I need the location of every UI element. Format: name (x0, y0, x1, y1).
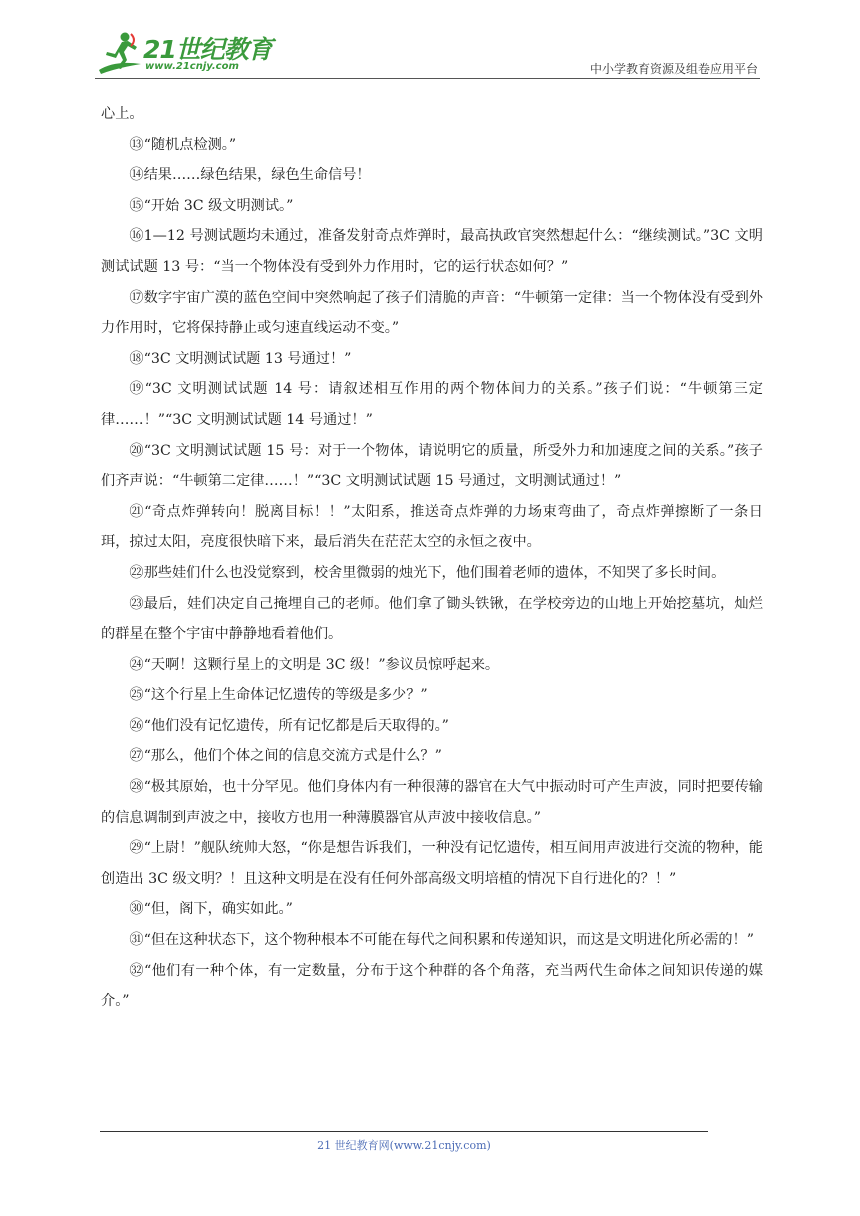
paragraph: ㉑“奇点炸弹转向！脱离目标！！”太阳系，推送奇点炸弹的力场束弯曲了，奇点炸弹擦断了一条日珥，掠过太阳，亮度很快暗下来，最后消失在茫茫太空的永恒之夜中。 (101, 503, 763, 551)
paragraph: ⑮“开始 3C 级文明测试。” (129, 197, 294, 214)
page-header (95, 28, 760, 80)
article-body (101, 99, 763, 1017)
logo-url: www.21cnjy.com (145, 61, 239, 72)
page-footer[interactable]: 21 世纪教育网(www.21cnjy.com) (317, 1139, 491, 1152)
paragraph: ⑭结果……绿色结果，绿色生命信号！ (129, 167, 371, 184)
paragraph: ⑰数字宇宙广漠的蓝色空间中突然响起了孩子们清脆的声音：“牛顿第一定律：当一个物体没有受到外力作用时，它将保持静止或匀速直线运动不变。” (101, 289, 763, 337)
paragraph: ⑱“3C 文明测试试题 13 号通过！” (129, 350, 352, 367)
paragraph: ⑲“3C 文明测试试题 14 号：请叙述相互作用的两个物体间力的关系。”孩子们说：“牛顿第三定律……！”“3C 文明测试试题 14 号通过！” (101, 381, 763, 428)
logo-text: 21世纪教育 (143, 35, 272, 64)
site-logo (95, 30, 270, 76)
paragraph: ㉛“但在这种状态下，这个物种根本不可能在每代之间积累和传递知识，而这是文明进化所必需的！” (129, 932, 754, 949)
paragraph: ㉜“他们有一种个体，有一定数量，分布于这个种群的各个角落，充当两代生命体之间知识传递的媒介。” (101, 962, 763, 1010)
paragraph: ㉔“天啊！这颗行星上的文明是 3C 级！”参议员惊呼起来。 (129, 656, 500, 673)
platform-title: 中小学教育资源及组卷应用平台 (589, 62, 758, 76)
paragraph: ㉚“但，阁下，确实如此。” (129, 901, 293, 918)
paragraph: 心上。 (101, 106, 144, 122)
paragraph: ㉖“他们没有记忆遗传，所有记忆都是后天取得的。” (129, 717, 449, 734)
paragraph: ㉘“极其原始，也十分罕见。他们身体内有一种很薄的器官在大气中振动时可产生声波，同时把要传输的信息调制到声波之中，接收方也用一种薄膜器官从声波中接收信息。” (101, 779, 763, 826)
paragraph: ㉓最后，娃们决定自己掩埋自己的老师。他们拿了锄头铁锹，在学校旁边的山地上开始挖墓坑，灿烂的群星在整个宇宙中静静地看着他们。 (101, 595, 763, 643)
paragraph: ⑬“随机点检测。” (129, 136, 237, 153)
paragraph: ㉕“这个行星上生命体记忆遗传的等级是多少？” (129, 687, 428, 704)
runner-logo-icon (95, 30, 145, 76)
paragraph: ㉗“那么，他们个体之间的信息交流方式是什么？” (129, 748, 442, 765)
footer-divider (100, 1131, 708, 1132)
paragraph: ⑳“3C 文明测试试题 15 号：对于一个物体，请说明它的质量，所受外力和加速度之间的关系。”孩子们齐声说：“牛顿第二定律……！”“3C 文明测试试题 15 号通过，文明测试通过！” (101, 442, 763, 490)
paragraph: ㉙“上尉！”舰队统帅大怒，“你是想告诉我们，一种没有记忆遗传，相互间用声波进行交流的物种，能创造出 3C 级文明？！且这种文明是在没有任何外部高级文明培植的情况下自行进化的？！” (101, 840, 763, 887)
paragraph: ㉒那些娃们什么也没觉察到，校舍里微弱的烛光下，他们围着老师的遗体，不知哭了多长时间。 (129, 564, 726, 581)
paragraph: ⑯1—12 号测试题均未通过，准备发射奇点炸弹时，最高执政官突然想起什么：“继续测试。”3C 文明测试试题 13 号：“当一个物体没有受到外力作用时，它的运行状态如何？” (101, 228, 763, 275)
header-divider (95, 78, 760, 79)
